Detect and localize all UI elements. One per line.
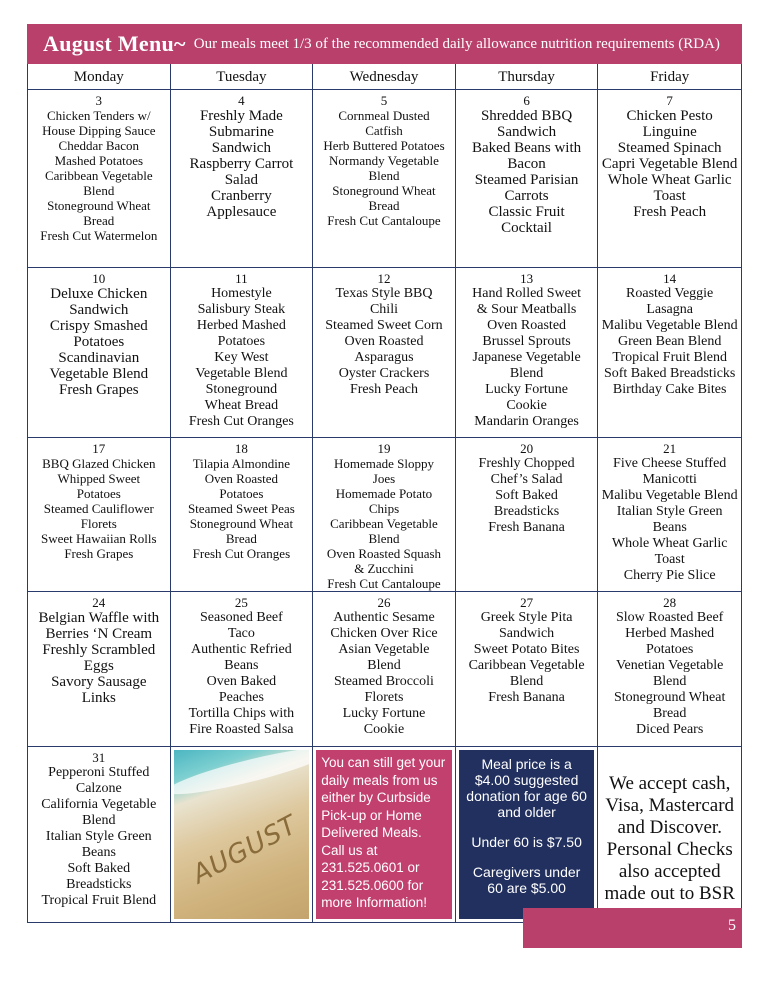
- menu-item: Blend: [83, 183, 115, 198]
- day-number: 12: [377, 271, 391, 286]
- menu-item: Caribbean Vegetable: [468, 658, 585, 673]
- menu-item: Breadsticks: [493, 504, 560, 519]
- menu-item: Vegetable Blend: [49, 366, 149, 382]
- menu-item: Sandwich: [496, 124, 557, 140]
- menu-item: Cocktail: [501, 220, 552, 236]
- menu-item: Mashed Potatoes: [54, 153, 144, 168]
- menu-item: Steamed Broccoli: [334, 674, 434, 689]
- menu-item: Savory Sausage: [51, 674, 147, 690]
- menu-item: Fresh Cut Oranges: [188, 414, 294, 429]
- day-number: 31: [92, 750, 106, 765]
- menu-item: Malibu Vegetable Blend: [601, 318, 738, 333]
- menu-item: Green Bean Blend: [617, 334, 722, 349]
- day-cell: [456, 90, 599, 267]
- menu-item: Fresh Cut Watermelon: [40, 228, 158, 243]
- day-cell: [313, 592, 456, 746]
- menu-item: Diced Pears: [636, 722, 704, 737]
- menu-item: Authentic Refried: [191, 642, 292, 657]
- day-number: 6: [523, 93, 530, 108]
- menu-item: Potatoes: [219, 486, 264, 501]
- menu-item: Peaches: [218, 690, 264, 705]
- menu-item: Tropical Fruit Blend: [41, 893, 157, 908]
- week-row: [28, 438, 741, 592]
- day-number: 5: [380, 93, 388, 108]
- menu-item: Authentic Sesame: [333, 610, 435, 625]
- menu-item: Chicken Over Rice: [330, 626, 438, 641]
- menu-item: Normandy Vegetable: [329, 153, 439, 168]
- menu-item: Japanese Vegetable: [472, 350, 581, 365]
- menu-item: Seasoned Beef: [199, 610, 283, 625]
- menu-item: Toast: [654, 552, 685, 567]
- menu-item: Fresh Cut Oranges: [192, 546, 291, 561]
- day-cell: [598, 438, 741, 591]
- menu-item: Bread: [368, 198, 400, 213]
- menu-item: Fresh Cut Cantaloupe: [327, 576, 441, 591]
- day-number: 26: [377, 595, 391, 610]
- price-suggested: Meal price is a $4.00 suggested donation for age 60 and older: [466, 756, 587, 820]
- price-caregivers: Caregivers under 60 are $5.00: [472, 864, 581, 896]
- payment-note: We accept cash, Visa, Mastercard and Discover. Personal Checks also accepted made out to BSR: [604, 773, 735, 904]
- week-row: [28, 90, 741, 268]
- menu-item: Bread: [652, 706, 687, 721]
- menu-item: Catfish: [365, 123, 403, 138]
- menu-calendar: [27, 64, 742, 923]
- menu-item: Fresh Peach: [349, 382, 418, 397]
- menu-item: Herbed Mashed: [625, 626, 715, 641]
- menu-item: Beans: [652, 520, 687, 535]
- menu-item: Eggs: [83, 658, 114, 674]
- menu-item: Florets: [364, 690, 404, 705]
- menu-item: Cranberry: [210, 188, 272, 204]
- menu-item: Potatoes: [645, 642, 694, 657]
- day-cell: [28, 90, 171, 267]
- menu-item: Asian Vegetable: [338, 642, 430, 657]
- menu-item: Classic Fruit: [488, 204, 565, 220]
- menu-item: Beans: [224, 658, 259, 673]
- menu-item: Potatoes: [76, 486, 121, 501]
- day-cell: [171, 268, 314, 437]
- menu-item: Oven Roasted: [204, 471, 279, 486]
- menu-item: Italian Style Green: [616, 504, 723, 519]
- menu-item: Stoneground Wheat: [614, 690, 726, 705]
- menu-item: Crispy Smashed: [49, 318, 148, 334]
- menu-item: Herbed Mashed: [196, 318, 286, 333]
- price-under-60: Under 60 is $7.50: [471, 834, 582, 850]
- pickup-note-cell: [313, 747, 456, 922]
- menu-item: Submarine: [208, 124, 274, 140]
- menu-item: Chicken Tenders w/: [47, 108, 151, 123]
- menu-item: Bread: [225, 531, 257, 546]
- menu-item: Oven Baked: [206, 674, 277, 689]
- menu-item: Taco: [227, 626, 255, 641]
- menu-item: Blend: [368, 531, 400, 546]
- day-cell: [171, 592, 314, 746]
- menu-item: Stoneground Wheat: [332, 183, 436, 198]
- menu-item: Sweet Hawaiian Rolls: [41, 531, 157, 546]
- menu-item: Blend: [368, 168, 400, 183]
- menu-item: Raspberry Carrot: [189, 156, 294, 172]
- pickup-note: You can still get your daily meals from us either by Curbside Pick-up or Home Delivered Meals. Call us at 231.525.0601 or 231.525.0600 for more Information!: [316, 750, 452, 919]
- menu-item: Salisbury Steak: [197, 302, 286, 317]
- menu-item: Florets: [80, 516, 117, 531]
- menu-header: [27, 24, 742, 64]
- menu-item: Manicotti: [642, 472, 697, 487]
- menu-item: Salad: [224, 172, 259, 188]
- day-cell: [313, 268, 456, 437]
- menu-item: & Zucchini: [354, 561, 414, 576]
- menu-item: Greek Style Pita: [480, 610, 573, 625]
- day-cell: [456, 438, 599, 591]
- price-cell: [456, 747, 599, 922]
- day-number: 4: [238, 93, 245, 108]
- day-cell: [456, 268, 599, 437]
- menu-item: Fresh Grapes: [64, 546, 134, 561]
- wave-foam: [174, 750, 310, 802]
- menu-item: Fresh Banana: [488, 690, 565, 705]
- day-number: 25: [234, 595, 248, 610]
- menu-item: Blend: [82, 813, 116, 828]
- day-number: 14: [663, 271, 677, 286]
- menu-item: Belgian Waffle with: [38, 610, 160, 626]
- menu-item: Hand Rolled Sweet: [472, 286, 582, 301]
- menu-item: Texas Style BBQ: [335, 286, 433, 301]
- menu-item: Toast: [653, 188, 686, 204]
- menu-item: Links: [81, 690, 116, 706]
- menu-item: Potatoes: [73, 334, 125, 350]
- menu-item: Vegetable Blend: [195, 366, 288, 381]
- menu-item: Tortilla Chips with: [188, 706, 295, 721]
- day-cell: [28, 592, 171, 746]
- menu-item: Lucky Fortune: [342, 706, 426, 721]
- menu-item: Fresh Grapes: [59, 382, 139, 398]
- menu-item: Five Cheese Stuffed: [613, 456, 727, 471]
- menu-item: Lucky Fortune: [485, 382, 568, 397]
- menu-item: California Vegetable: [41, 797, 157, 812]
- day-number: 19: [377, 441, 391, 456]
- menu-item: Mandarin Oranges: [474, 414, 579, 429]
- beach-image-cell: [171, 747, 314, 922]
- beach-sand-image: [174, 750, 310, 919]
- menu-item: Soft Baked Breadsticks: [603, 366, 736, 381]
- day-number: 11: [235, 271, 248, 286]
- menu-item: Potatoes: [217, 334, 266, 349]
- menu-item: Caribbean Vegetable: [44, 168, 153, 183]
- menu-item: Steamed Parisian: [474, 172, 579, 188]
- menu-item: Fresh Peach: [633, 204, 707, 220]
- day-cell: [28, 268, 171, 437]
- menu-item: Capri Vegetable Blend: [601, 156, 738, 172]
- menu-item: Tropical Fruit Blend: [612, 350, 727, 365]
- menu-item: Cookie: [363, 722, 405, 737]
- menu-item: Shredded BBQ: [480, 108, 573, 124]
- menu-item: Deluxe Chicken: [50, 286, 148, 302]
- menu-item: Italian Style Green: [45, 829, 152, 844]
- menu-item: Whole Wheat Garlic: [611, 536, 728, 551]
- menu-item: Birthday Cake Bites: [612, 382, 727, 397]
- menu-item: Stoneground: [205, 382, 278, 397]
- menu-item: Asparagus: [354, 350, 414, 365]
- menu-item: Stoneground Wheat: [189, 516, 294, 531]
- sand-writing: AUGUST: [187, 809, 303, 891]
- day-number: 17: [92, 441, 106, 456]
- price-box: [459, 750, 595, 919]
- menu-item: Wheat Bread: [204, 398, 279, 413]
- menu-item: Cherry Pie Slice: [623, 568, 716, 583]
- menu-item: BBQ Glazed Chicken: [42, 456, 156, 471]
- day-cell: [171, 90, 314, 267]
- day-number: 7: [666, 93, 673, 108]
- menu-item: Calzone: [75, 781, 122, 796]
- menu-item: Whipped Sweet: [57, 471, 141, 486]
- menu-item: Berries ‘N Cream: [45, 626, 153, 642]
- menu-item: Soft Baked: [495, 488, 558, 503]
- menu-item: Joes: [372, 471, 396, 486]
- week-row: [28, 592, 741, 747]
- menu-item: Freshly Made: [199, 108, 283, 124]
- day-number: 20: [520, 441, 534, 456]
- day-number: 24: [92, 595, 106, 610]
- menu-item: Stoneground Wheat: [47, 198, 151, 213]
- menu-item: Sandwich: [211, 140, 271, 156]
- day-cell: [456, 592, 599, 746]
- menu-item: Roasted Veggie: [626, 286, 714, 301]
- day-number: 27: [520, 595, 534, 610]
- menu-item: Oven Roasted: [487, 318, 567, 333]
- menu-item: Homemade Sloppy: [333, 456, 434, 471]
- menu-item: Steamed Spinach: [617, 140, 722, 156]
- menu-item: Herb Buttered Potatoes: [323, 138, 445, 153]
- menu-item: Fresh Cut Cantaloupe: [327, 213, 441, 228]
- day-cell: [598, 268, 741, 437]
- day-cell: [28, 438, 171, 591]
- page-number: 5: [728, 917, 736, 934]
- menu-item: Blend: [652, 674, 687, 689]
- menu-item: Bread: [83, 213, 115, 228]
- menu-item: Steamed Sweet Corn: [325, 318, 443, 333]
- menu-item: Applesauce: [206, 204, 277, 220]
- menu-item: Cornmeal Dusted: [338, 108, 430, 123]
- menu-item: Steamed Sweet Peas: [187, 501, 295, 516]
- day-number: 13: [520, 271, 534, 286]
- menu-item: Oven Roasted: [344, 334, 424, 349]
- menu-item: Carrots: [504, 188, 549, 204]
- menu-item: Blend: [509, 366, 544, 381]
- day-number: 21: [663, 441, 677, 456]
- menu-item: Brussel Sprouts: [482, 334, 571, 349]
- week-row: [28, 268, 741, 438]
- weekday-header-row: [28, 64, 741, 90]
- menu-item: Lasagna: [646, 302, 693, 317]
- menu-item: Homestyle: [211, 286, 272, 301]
- day-number: 3: [95, 93, 103, 108]
- menu-item: Pepperoni Stuffed: [48, 765, 150, 780]
- menu-item: Scandinavian: [58, 350, 140, 366]
- menu-item: Malibu Vegetable Blend: [601, 488, 738, 503]
- menu-item: House Dipping Sauce: [42, 123, 156, 138]
- menu-item: Breadsticks: [66, 877, 132, 892]
- menu-item: Oyster Crackers: [338, 366, 430, 381]
- menu-item: Sweet Potato Bites: [473, 642, 580, 657]
- menu-item: Caribbean Vegetable: [330, 516, 438, 531]
- day-cell: [28, 747, 171, 922]
- menu-item: Cookie: [506, 398, 547, 413]
- weekday-header: Thursday: [456, 64, 599, 89]
- menu-item: Venetian Vegetable: [615, 658, 724, 673]
- menu-item: Bacon: [507, 156, 546, 172]
- day-number: 18: [234, 441, 248, 456]
- menu-item: Chips: [368, 501, 400, 516]
- menu-item: Freshly Scrambled: [42, 642, 156, 658]
- day-cell: [598, 90, 741, 267]
- page-footer: [523, 908, 742, 948]
- menu-item: Sandwich: [69, 302, 129, 318]
- week-row: [28, 747, 741, 923]
- menu-item: Slow Roasted Beef: [616, 610, 724, 625]
- menu-item: Chef’s Salad: [490, 472, 563, 487]
- menu-item: Soft Baked: [67, 861, 131, 876]
- menu-item: Whole Wheat Garlic: [607, 172, 732, 188]
- day-cell: [313, 438, 456, 591]
- menu-item: Beans: [81, 845, 116, 860]
- day-cell: [313, 90, 456, 267]
- menu-item: Homemade Potato: [335, 486, 433, 501]
- menu-item: & Sour Meatballs: [476, 302, 577, 317]
- menu-item: Fresh Banana: [488, 520, 565, 535]
- menu-item: Sandwich: [498, 626, 555, 641]
- menu-subtitle: Our meals meet 1/3 of the recommended daily allowance nutrition requirements (RDA): [193, 35, 720, 52]
- day-cell: [171, 438, 314, 591]
- weekday-header: Friday: [650, 69, 690, 85]
- day-number: 10: [92, 271, 106, 286]
- menu-item: Blend: [367, 658, 401, 673]
- menu-item: Blend: [509, 674, 544, 689]
- menu-item: Steamed Cauliflower: [43, 501, 154, 516]
- menu-item: Tilapia Almondine: [192, 456, 291, 471]
- menu-item: Oven Roasted Squash: [326, 546, 442, 561]
- menu-title: August Menu~: [43, 31, 186, 56]
- day-number: 28: [663, 595, 677, 610]
- menu-item: Chili: [369, 302, 398, 317]
- weekday-header: Tuesday: [171, 64, 314, 89]
- weekday-header: Wednesday: [313, 64, 456, 89]
- menu-item: Key West: [214, 350, 269, 365]
- menu-item: Baked Beans with: [472, 140, 582, 156]
- weekday-header: Monday: [28, 64, 171, 89]
- menu-item: Chicken Pesto Linguine: [626, 108, 713, 140]
- day-cell: [598, 592, 741, 746]
- menu-item: Freshly Chopped: [478, 456, 575, 471]
- menu-item: Fire Roasted Salsa: [189, 722, 294, 737]
- menu-item: Cheddar Bacon: [58, 138, 140, 153]
